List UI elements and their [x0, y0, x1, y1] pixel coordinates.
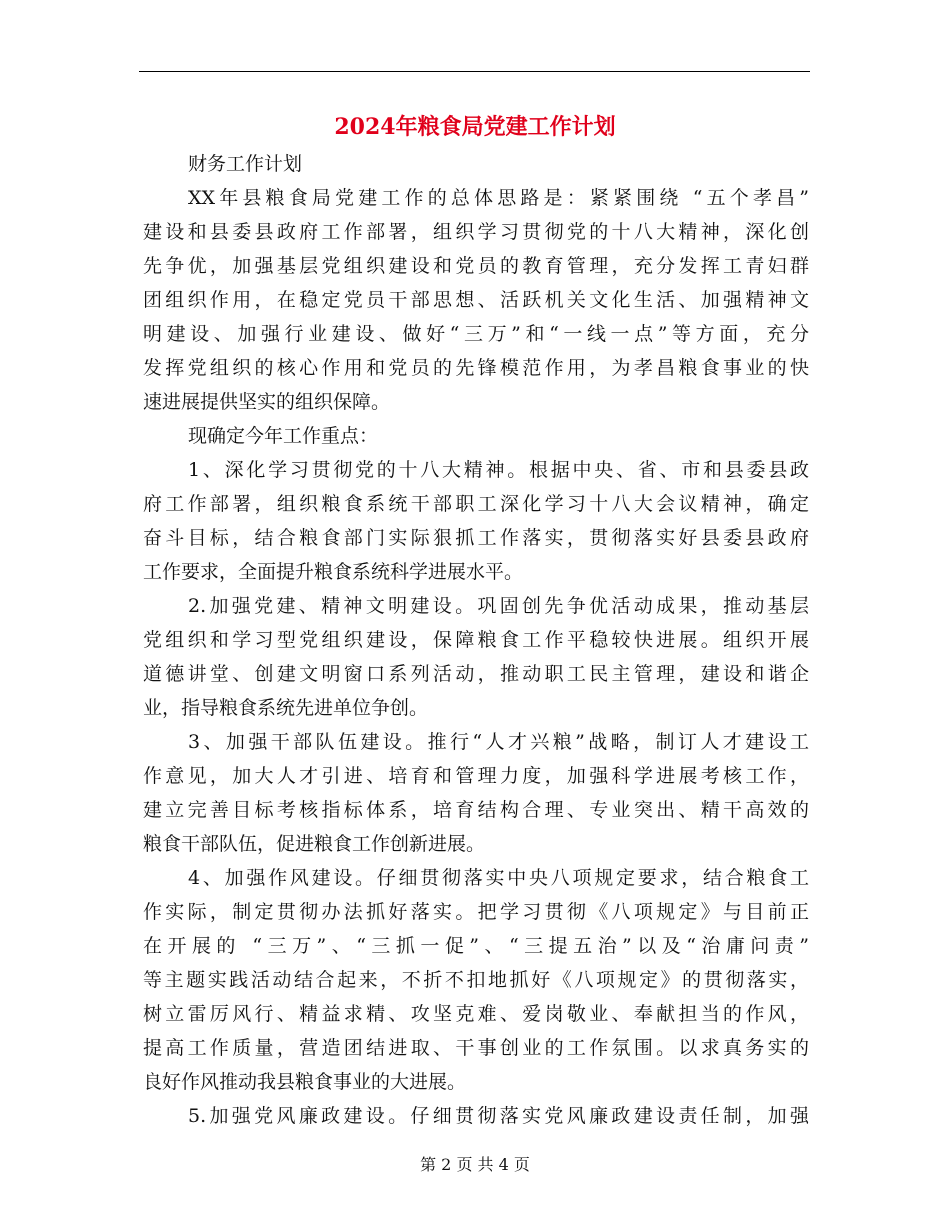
text-line: 团组织作用，在稳定党员干部思想、活跃机关文化生活、加强精神文: [143, 289, 809, 311]
text-line: 作实际，制定贯彻办法抓好落实。把学习贯彻《八项规定》与目前正: [143, 901, 809, 923]
page-footer: 第 2 页 共 4 页: [420, 1155, 530, 1174]
text-line: XX年县粮食局党建工作的总体思路是：紧紧围绕 “五个孝昌”: [188, 187, 809, 209]
document-body: [143, 147, 809, 1133]
text-line: 发挥党组织的核心作用和党员的先锋模范作用，为孝昌粮食事业的快: [143, 357, 809, 379]
text-line: 府工作部署，组织粮食系统干部职工深化学习十八大会议精神，确定: [143, 493, 809, 515]
text-line: 树立雷厉风行、精益求精、攻坚克难、爱岗敬业、奉献担当的作风，: [143, 1003, 809, 1025]
text-line: 财务工作计划: [188, 153, 303, 175]
text-line: 速进展提供坚实的组织保障。: [143, 391, 391, 413]
text-line: 建立完善目标考核指标体系，培育结构合理、专业突出、精干高效的: [143, 799, 809, 821]
header-rule: [139, 71, 810, 72]
text-line: 粮食干部队伍，促进粮食工作创新进展。: [143, 833, 486, 855]
text-line: 现确定今年工作重点：: [188, 425, 379, 447]
text-line: 业，指导粮食系统先进单位争创。: [143, 697, 429, 719]
document-title: 2024年粮食局党建工作计划: [334, 114, 616, 140]
text-line: 3、加强干部队伍建设。推行“人才兴粮”战略，制订人才建设工: [188, 731, 809, 753]
text-line: 先争优，加强基层党组织建设和党员的教育管理，充分发挥工青妇群: [143, 255, 809, 277]
text-line: 1、深化学习贯彻党的十八大精神。根据中央、省、市和县委县政: [188, 459, 809, 481]
text-line: 作意见，加大人才引进、培育和管理力度，加强科学进展考核工作，: [143, 765, 809, 787]
text-line: 在开展的 “三万”、“三抓一促”、“三提五治”以及“治庸问责”: [143, 935, 809, 957]
text-line: 明建设、加强行业建设、做好“三万”和“一线一点”等方面，充分: [143, 323, 809, 345]
text-line: 4、加强作风建设。仔细贯彻落实中央八项规定要求，结合粮食工: [188, 867, 809, 889]
text-line: 党组织和学习型党组织建设，保障粮食工作平稳较快进展。组织开展: [143, 629, 809, 651]
text-line: 良好作风推动我县粮食事业的大进展。: [143, 1071, 467, 1093]
text-line: 等主题实践活动结合起来，不折不扣地抓好《八项规定》的贯彻落实，: [143, 969, 809, 991]
text-line: 道德讲堂、创建文明窗口系列活动，推动职工民主管理，建设和谐企: [143, 663, 809, 685]
text-line: 5.加强党风廉政建设。仔细贯彻落实党风廉政建设责任制，加强: [188, 1105, 809, 1127]
text-line: 奋斗目标，结合粮食部门实际狠抓工作落实，贯彻落实好县委县政府: [143, 527, 809, 549]
text-line: 建设和县委县政府工作部署，组织学习贯彻党的十八大精神，深化创: [143, 221, 809, 243]
text-line: 工作要求，全面提升粮食系统科学进展水平。: [143, 561, 524, 583]
text-line: 提高工作质量，营造团结进取、干事创业的工作氛围。以求真务实的: [143, 1037, 809, 1059]
text-line: 2.加强党建、精神文明建设。巩固创先争优活动成果，推动基层: [188, 595, 809, 617]
